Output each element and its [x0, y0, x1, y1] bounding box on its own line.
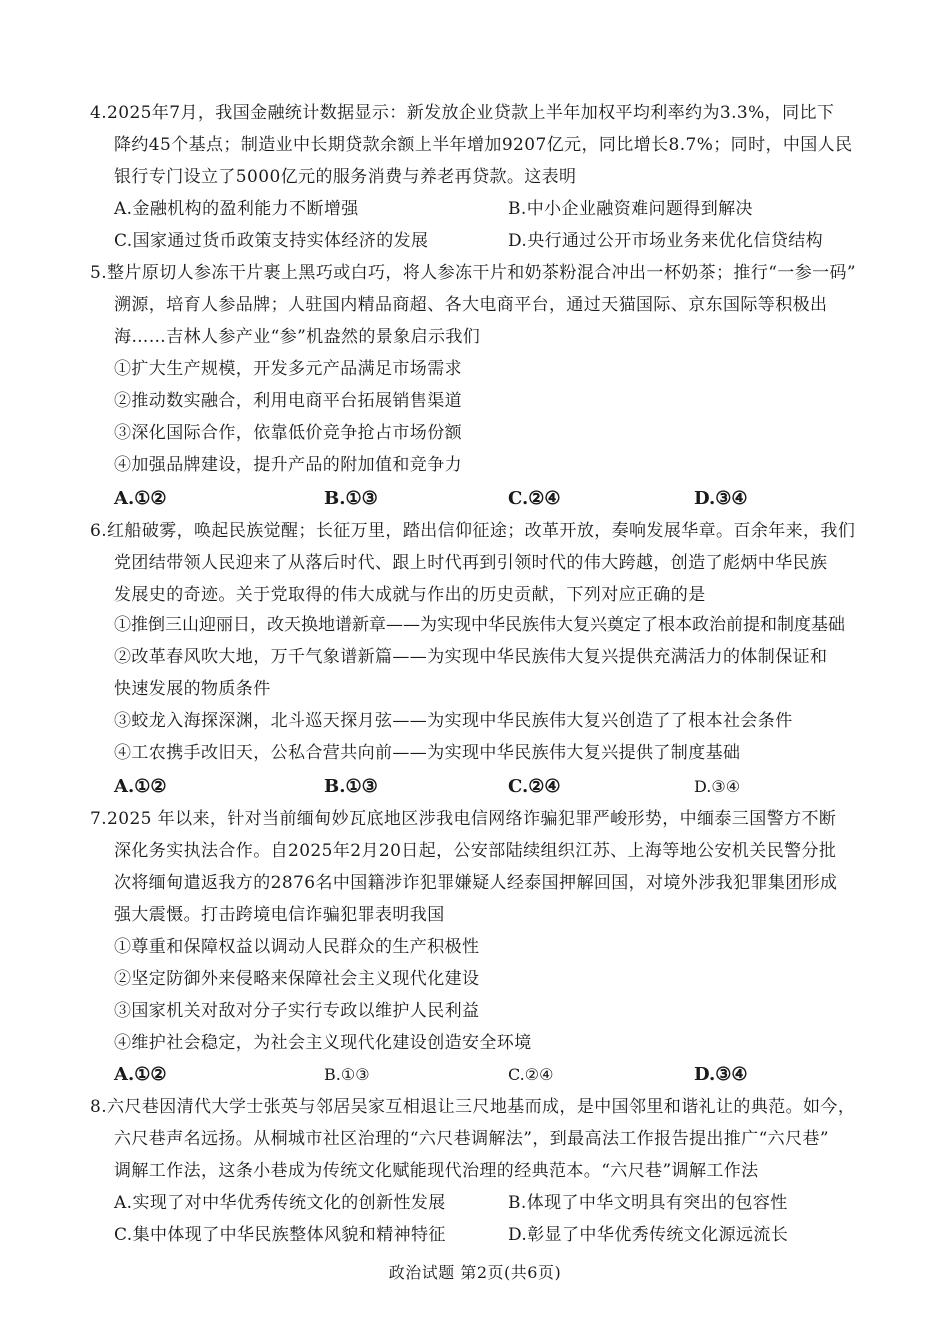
question-5-statement-4: ④加强品牌建设，提升产品的附加值和竞争力	[114, 455, 462, 475]
question-4-option-d: D.央行通过公开市场业务来优化信贷结构	[508, 231, 824, 251]
question-7-statement-3: ③国家机关对敌对分子实行专政以维护人民利益	[114, 1001, 480, 1021]
question-7-option-a: A.①②	[114, 1064, 167, 1085]
question-8-stem-line-3: 调解工作法，这条小巷成为传统文化赋能现代治理的经典范本。“六尺巷”调解工作法	[114, 1161, 759, 1181]
question-4-stem-line-2: 降约45个基点；制造业中长期贷款余额上半年增加9207亿元，同比增长8.7%；同时，中国人民	[114, 135, 853, 155]
question-6-statement-2-line-1: ②改革春风吹大地，万千气象谱新篇——为实现中华民族伟大复兴提供充满活力的体制保证和	[114, 647, 828, 667]
question-7-stem-line-2: 深化务实执法合作。自2025年2月20日起，公安部陆续组织江苏、上海等地公安机关民警分批	[114, 841, 837, 861]
question-7-option-c: C.②④	[508, 1065, 554, 1084]
question-5-statement-1: ①扩大生产规模，开发多元产品满足市场需求	[114, 359, 462, 379]
question-5-option-c: C.②④	[508, 488, 561, 509]
question-5-statement-2: ②推动数实融合，利用电商平台拓展销售渠道	[114, 391, 462, 411]
question-6-statement-3: ③蛟龙入海探深渊，北斗巡天探月弦——为实现中华民族伟大复兴创造了了根本社会条件	[114, 711, 793, 731]
question-6-option-c: C.②④	[508, 776, 561, 797]
question-8-stem-line-1: 8.六尺巷因清代大学士张英与邻居吴家互相退让三尺地基而成，是中国邻里和谐礼让的典范。如今，	[90, 1097, 856, 1117]
question-6-option-a: A.①②	[114, 776, 167, 797]
page-footer: 政治试题 第2页(共6页)	[388, 1263, 562, 1282]
question-5-option-d: D.③④	[694, 488, 748, 509]
question-8-stem-line-2: 六尺巷声名远扬。从桐城市社区治理的“六尺巷调解法”，到最高法工作报告提出推广“六尺巷”	[114, 1129, 829, 1149]
question-4-stem-line-1: 4.2025年7月，我国金融统计数据显示：新发放企业贷款上半年加权平均利率约为3.3%，同比下	[90, 103, 835, 123]
question-5-option-b: B.①③	[324, 488, 378, 509]
question-4-option-a: A.金融机构的盈利能力不断增强	[114, 199, 359, 219]
question-6-statement-4: ④工农携手改旧天，公私合营共向前——为实现中华民族伟大复兴提供了制度基础	[114, 743, 741, 763]
question-5-stem-line-1: 5.整片原切人参冻干片裹上黑巧或白巧，将人参冻干片和奶茶粉混合冲出一杯奶茶；推行“一参一码”	[90, 263, 856, 283]
question-5-statement-3: ③深化国际合作，依靠低价竞争抢占市场份额	[114, 423, 462, 443]
question-6-option-d: D.③④	[694, 777, 741, 796]
question-6-stem-line-3: 发展史的奇迹。关于党取得的伟大成就与作出的历史贡献，下列对应正确的是	[114, 585, 706, 605]
question-5-option-a: A.①②	[114, 488, 167, 509]
question-8-option-d: D.彰显了中华优秀传统文化源远流长	[508, 1225, 789, 1245]
question-8-option-c: C.集中体现了中华民族整体风貌和精神特征	[114, 1225, 446, 1245]
question-6-statement-2-line-2: 快速发展的物质条件	[114, 679, 271, 699]
question-6-option-b: B.①③	[324, 776, 378, 797]
question-4-option-b: B.中小企业融资难问题得到解决	[508, 199, 753, 219]
question-7-statement-2: ②坚定防御外来侵略来保障社会主义现代化建设	[114, 969, 480, 989]
question-6-stem-line-1: 6.红船破雾，唤起民族觉醒；长征万里，踏出信仰征途；改革开放，奏响发展华章。百余年来，我们	[90, 521, 856, 541]
question-8-option-b: B.体现了中华文明具有突出的包容性	[508, 1193, 788, 1213]
question-5-stem-line-3: 海……吉林人参产业“参”机盎然的景象启示我们	[114, 327, 481, 347]
question-6-statement-1: ①推倒三山迎丽日，改天换地谱新章——为实现中华民族伟大复兴奠定了根本政治前提和制度基础	[114, 615, 845, 635]
question-7-stem-line-4: 强大震慑。打击跨境电信诈骗犯罪表明我国	[114, 905, 445, 925]
question-7-option-b: B.①③	[324, 1065, 370, 1084]
question-7-statement-1: ①尊重和保障权益以调动人民群众的生产积极性	[114, 937, 480, 957]
question-7-option-d: D.③④	[694, 1064, 748, 1085]
question-7-stem-line-1: 7.2025 年以来，针对当前缅甸妙瓦底地区涉我电信网络诈骗犯罪严峻形势，中缅泰三国警方不断	[90, 809, 837, 829]
question-6-stem-line-2: 党团结带领人民迎来了从落后时代、跟上时代再到引领时代的伟大跨越，创造了彪炳中华民族	[114, 553, 828, 573]
question-7-stem-line-3: 次将缅甸遣返我方的2876名中国籍涉诈犯罪嫌疑人经泰国押解回国，对境外涉我犯罪集团形成	[114, 873, 838, 893]
question-4-stem-line-3: 银行专门设立了5000亿元的服务消费与养老再贷款。这表明	[114, 167, 577, 187]
question-4-option-c: C.国家通过货币政策支持实体经济的发展	[114, 231, 429, 251]
question-5-stem-line-2: 溯源，培育人参品牌；人驻国内精品商超、各大电商平台，通过天猫国际、京东国际等积极出	[114, 295, 828, 315]
question-8-option-a: A.实现了对中华优秀传统文化的创新性发展	[114, 1193, 446, 1213]
question-7-statement-4: ④维护社会稳定，为社会主义现代化建设创造安全环境	[114, 1033, 532, 1053]
